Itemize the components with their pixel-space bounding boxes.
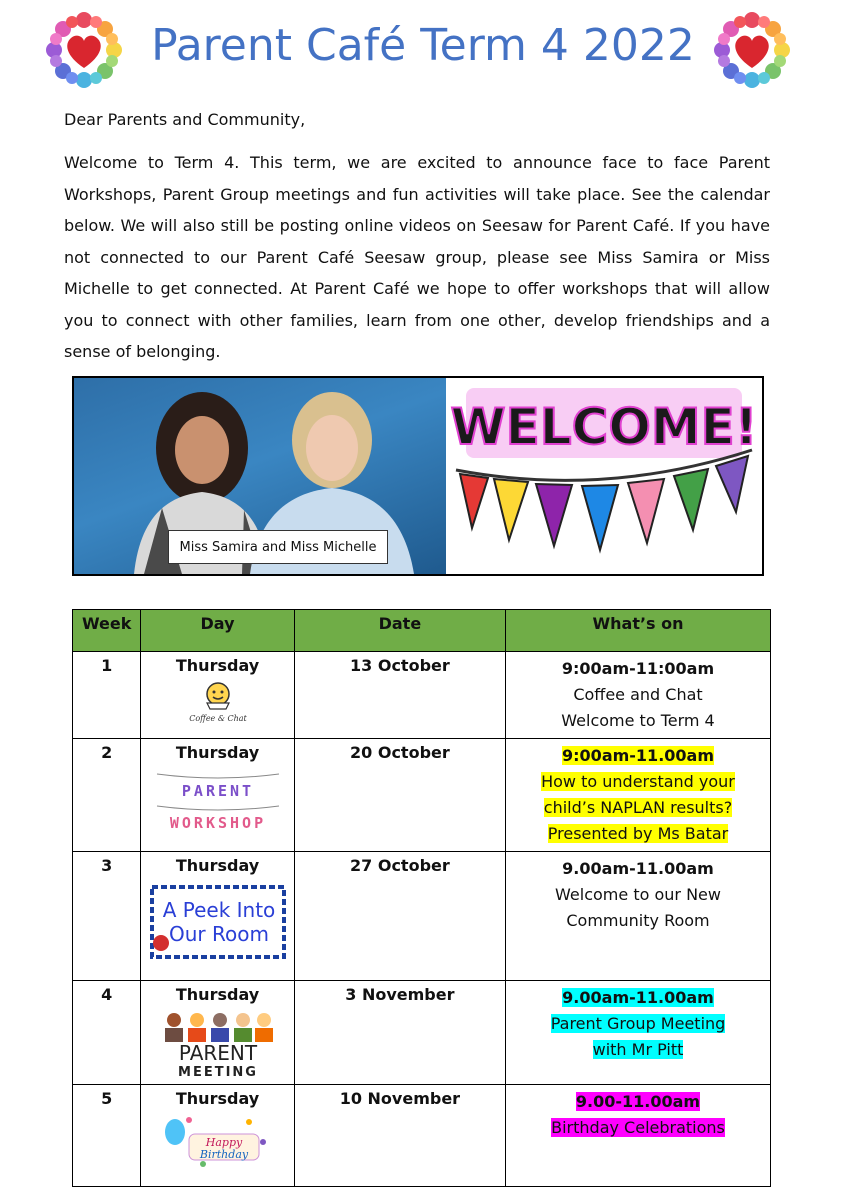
day-cell <box>141 739 294 852</box>
title-row <box>0 8 844 92</box>
day-cell <box>141 852 294 981</box>
table-row <box>73 852 771 981</box>
svg-text:MEETING: MEETING <box>177 1065 258 1078</box>
welcome-text: WELCOME! <box>450 398 758 456</box>
table-row <box>73 1085 771 1187</box>
svg-text:Our Room: Our Room <box>168 922 269 946</box>
svg-text:PARENT: PARENT <box>178 1041 257 1065</box>
svg-text:WORKSHOP: WORKSHOP <box>169 814 266 832</box>
svg-text:Happy: Happy <box>205 1136 242 1149</box>
event-title: Coffee and Chat <box>573 685 703 704</box>
table-header-row <box>73 610 771 652</box>
day-label: Thursday <box>175 1089 260 1108</box>
date-cell: 20 October <box>294 739 505 852</box>
event-title: Welcome to our New <box>555 885 721 904</box>
svg-text:Birthday: Birthday <box>199 1148 248 1161</box>
header-whats-on: What’s on <box>506 610 771 652</box>
intro-paragraph: Welcome to Term 4. This term, we are excited to announce face to face Parent Workshops, Parent Group meetings and fun activities will take place. See the calendar below. We will also still be posting online videos on Seesaw for Parent Café. If you have not connected to our Parent Café Seesaw group, please see Miss Samira or Miss Michelle to get connected. At Parent Café we hope to offer workshops that will allow you to connect with other families, learn from one other, develop friendships and a sense of belonging. <box>64 153 770 361</box>
table-row <box>73 652 771 739</box>
event-detail: Welcome to Term 4 <box>561 711 715 730</box>
header-day: Day <box>141 610 294 652</box>
photo-strip <box>72 376 764 576</box>
week-cell: 2 <box>73 739 141 852</box>
event-title: Parent Group Meeting <box>550 1014 726 1033</box>
photo-caption: Miss Samira and Miss Michelle <box>168 530 388 564</box>
event-detail: with Mr Pitt <box>592 1040 684 1059</box>
staff-photo <box>74 378 446 574</box>
header-week: Week <box>73 610 141 652</box>
date-cell: 27 October <box>294 852 505 981</box>
day-label: Thursday <box>175 856 260 875</box>
week-cell: 5 <box>73 1085 141 1187</box>
whats-on-cell <box>506 652 771 739</box>
day-cell <box>141 652 294 739</box>
welcome-bunting-image <box>446 378 762 574</box>
hands-heart-wreath-icon <box>712 10 792 90</box>
event-title: How to understand your <box>541 772 735 791</box>
peek-into-room-sign-icon <box>149 879 287 961</box>
week-cell: 4 <box>73 981 141 1085</box>
event-time: 9:00am-11:00am <box>561 659 715 678</box>
event-presenter: Presented by Ms Batar <box>547 824 729 843</box>
event-detail: child’s NAPLAN results? <box>543 798 733 817</box>
page-title: Parent Café Term 4 2022 <box>151 20 695 71</box>
events-calendar-table <box>72 609 771 1187</box>
date-cell: 10 November <box>294 1085 505 1187</box>
happy-birthday-balloons-icon <box>159 1112 277 1174</box>
parent-meeting-people-icon <box>160 1008 276 1078</box>
coffee-cup-icon <box>183 679 253 723</box>
whats-on-cell <box>506 1085 771 1187</box>
table-row <box>73 739 771 852</box>
svg-text:A Peek Into: A Peek Into <box>162 898 275 922</box>
table-row <box>73 981 771 1085</box>
header-date: Date <box>294 610 505 652</box>
date-cell: 3 November <box>294 981 505 1085</box>
event-time: 9:00am-11.00am <box>562 746 714 765</box>
week-cell: 1 <box>73 652 141 739</box>
event-title: Birthday Celebrations <box>551 1118 725 1137</box>
day-label: Thursday <box>175 985 260 1004</box>
whats-on-cell <box>506 852 771 981</box>
svg-text:Coffee & Chat: Coffee & Chat <box>188 714 247 723</box>
whats-on-cell <box>506 981 771 1085</box>
parent-workshop-bunting-icon <box>153 766 283 832</box>
svg-text:PARENT: PARENT <box>181 782 254 800</box>
day-cell <box>141 981 294 1085</box>
week-cell: 3 <box>73 852 141 981</box>
event-detail: Community Room <box>566 911 710 930</box>
day-label: Thursday <box>175 656 260 675</box>
event-time: 9.00-11.00am <box>575 1092 701 1111</box>
event-time: 9.00am-11.00am <box>562 859 714 878</box>
welcome-banner <box>446 378 762 574</box>
hands-heart-wreath-icon <box>44 10 124 90</box>
event-time: 9.00am-11.00am <box>562 988 714 1007</box>
day-label: Thursday <box>175 743 260 762</box>
date-cell: 13 October <box>294 652 505 739</box>
greeting: Dear Parents and Community, <box>64 110 306 129</box>
whats-on-cell <box>506 739 771 852</box>
day-cell <box>141 1085 294 1187</box>
